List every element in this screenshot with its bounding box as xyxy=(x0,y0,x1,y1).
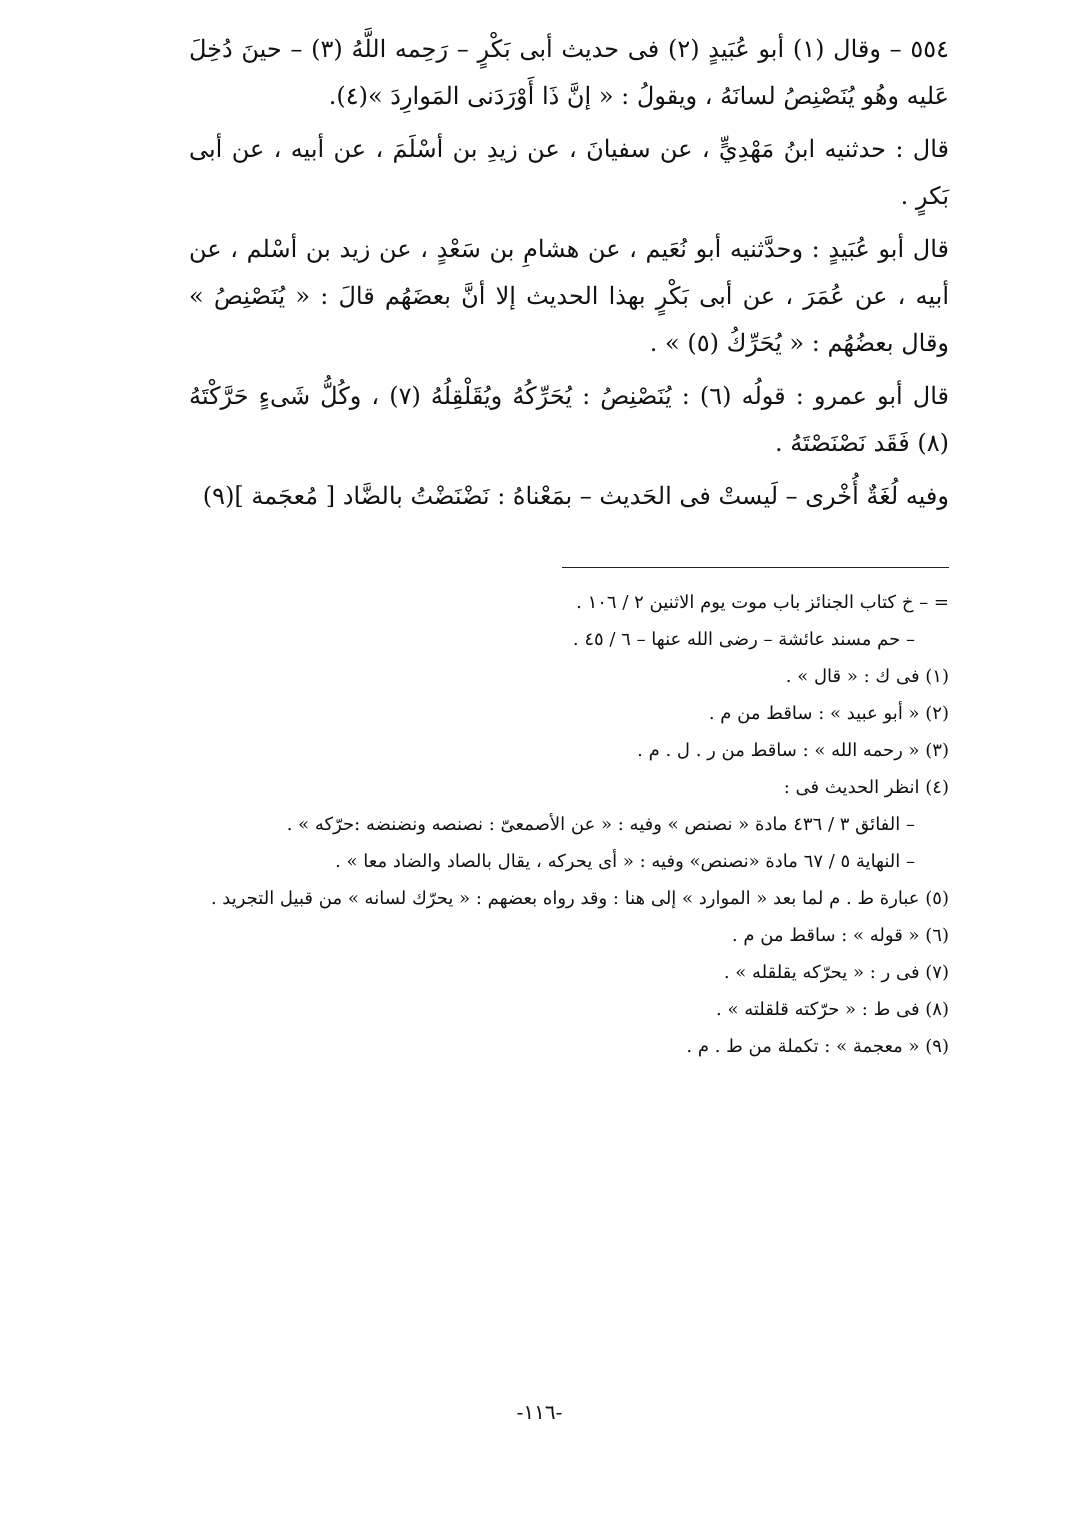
footnote-4-source-a: – الفائق ٣ / ٤٣٦ مادة « نصنص » وفيه : « عن الأصمعىّ : نصنصه ونضنضه :حرّكه » . xyxy=(286,814,915,835)
footnote-3: (٣) « رحمه الله » : ساقط من ر . ل . م . xyxy=(637,740,949,761)
footnote-continued-1: = – خ كتاب الجنائز باب موت يوم الاثنين ٢ / ١٠٦ . xyxy=(576,592,949,613)
paragraph-isnad-2: قال أبو عُبَيدٍ : وحدَّثنيه أبو نُعَيم ، عن هشامِ بن سَعْدٍ ، عن زيد بن أسْلم ، عن أبيه ، عن عُمَرَ ، عن أبى بَكْرٍ بهذا الحديث إلا أنَّ بعضَهُم قالَ : « يُنَصْنِصُ » وقال بعضُهُم : « يُحَرِّكُ (٥) » . xyxy=(189,235,949,357)
footnotes xyxy=(189,584,949,1065)
footnote-2: (٢) « أبو عبيد » : ساقط من م . xyxy=(708,703,949,724)
footnote-continued-2: – حم مسند عائشة – رضى الله عنها – ٦ / ٤٥ . xyxy=(572,629,915,650)
footnote-divider xyxy=(562,567,949,568)
footnote-8: (٨) فى ط : « حرّكته قلقلته » . xyxy=(716,999,949,1020)
footnote-7: (٧) فى ر : « يحرّكه يقلقله » . xyxy=(723,962,949,983)
paragraph-isnad-1: قال : حدثنيه ابنُ مَهْدِيٍّ ، عن سفيانَ ، عن زيدِ بن أسْلَمَ ، عن أبيه ، عن أبى بَكرٍ . xyxy=(189,135,949,210)
footnote-9: (٩) « معجمة » : تكملة من ط . م . xyxy=(686,1036,949,1057)
paragraph-hadith-554: ٥٥٤ – وقال (١) أبو عُبَيدٍ (٢) فى حديث أبى بَكْرٍ – رَحِمه اللَّهُ (٣) – حينَ دُخِلَ عَليه وهُو يُنَصْنِصُ لسانَهُ ، ويقولُ : « إنَّ ذَا أَوْرَدَنى المَوارِدَ »(٤). xyxy=(189,35,950,110)
main-text xyxy=(189,26,949,526)
footnote-5: (٥) عبارة ط . م لما بعد « الموارد » إلى هنا : وقد رواه بعضهم : « يحرّك لسانه » من قبيل التجريد . xyxy=(210,888,949,909)
paragraph-variant: وفيه لُغَةٌ أُخْرى – لَيستْ فى الحَديث – بمَعْناهُ : نَضْنَضْتُ بالضَّاد [ مُعجَمة ](٩) xyxy=(202,482,949,510)
footnote-4: (٤) انظر الحديث فى : xyxy=(783,777,949,798)
page-number: -١١٦- xyxy=(516,1400,563,1424)
paragraph-explanation: قال أبو عمرو : قولُه (٦) : يُنَصْنِصُ : يُحَرِّكُهُ ويُقَلْقِلُهُ (٧) ، وكُلُّ شَىءٍ حَرَّكْتَهُ (٨) فَقَد نَصْنَصْتَهُ . xyxy=(189,382,950,457)
footnote-6: (٦) « قوله » : ساقط من م . xyxy=(731,925,949,946)
footnote-1: (١) فى ك : « قال » . xyxy=(785,666,949,687)
footnote-4-source-b: – النهاية ٥ / ٦٧ مادة «نصنص» وفيه : « أى يحركه ، يقال بالصاد والضاد معا » . xyxy=(335,851,915,872)
